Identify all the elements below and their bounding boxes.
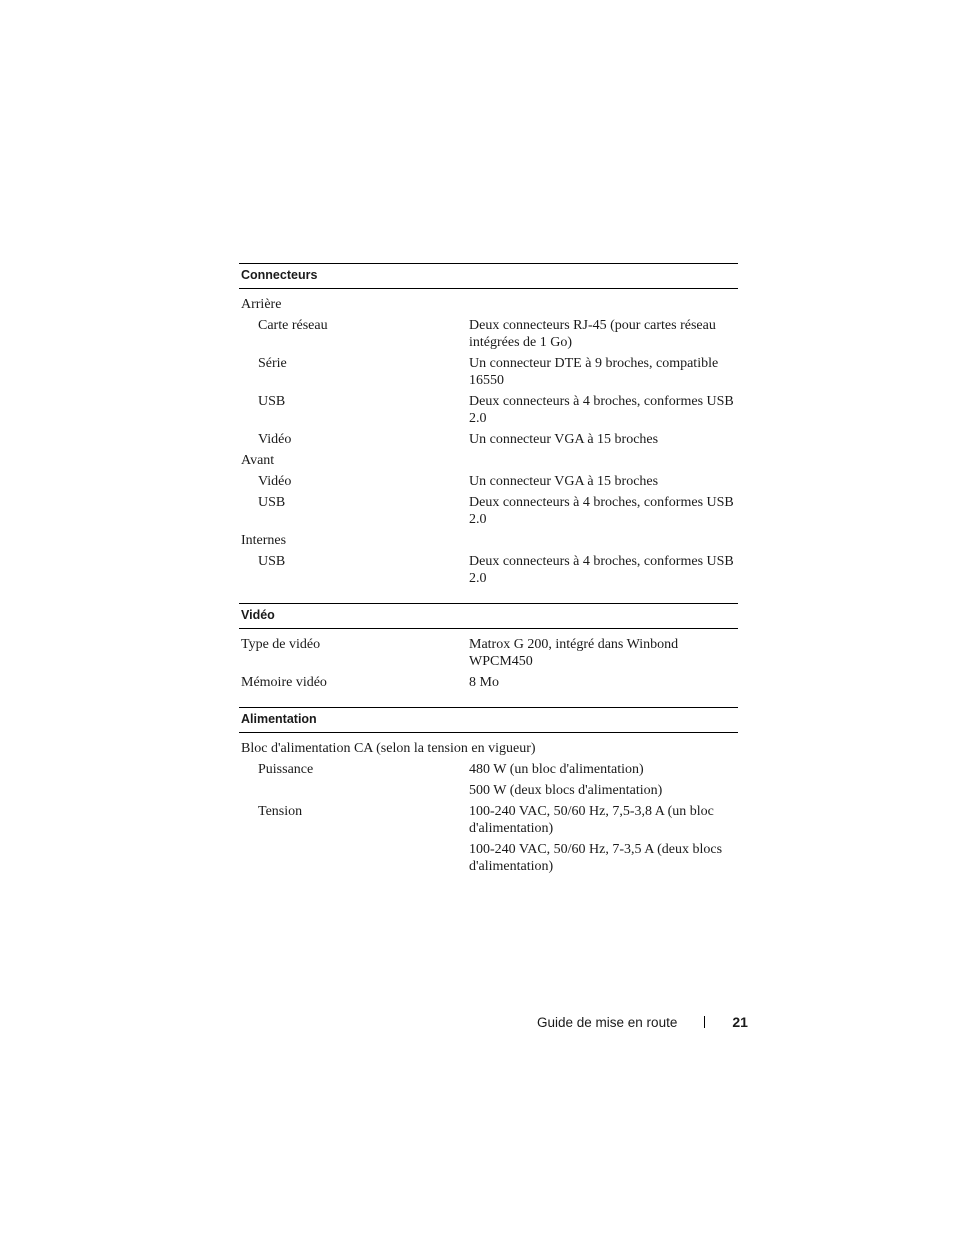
group-label-arriere: Arrière	[241, 297, 282, 312]
spec-label: Vidéo	[258, 474, 292, 489]
section-heading-video: Vidéo	[239, 603, 738, 629]
spec-value: Un connecteur VGA à 15 broches	[469, 474, 659, 489]
group-label-internes: Internes	[241, 533, 287, 548]
spec-row	[239, 841, 738, 875]
group-label-avant: Avant	[241, 453, 275, 468]
spec-value: Deux connecteurs à 4 broches, conformes USB 2.0	[469, 495, 734, 527]
section-connecteurs	[239, 289, 738, 603]
spec-row	[239, 393, 738, 427]
spec-row	[239, 553, 738, 587]
footer-separator	[704, 1016, 705, 1028]
spec-row	[239, 494, 738, 528]
spec-row	[239, 674, 738, 691]
spec-label: Type de vidéo	[241, 637, 321, 652]
spec-row	[239, 782, 738, 799]
spec-row	[239, 355, 738, 389]
spec-value: Deux connecteurs à 4 broches, conformes USB 2.0	[469, 394, 734, 426]
spec-label: USB	[258, 394, 286, 409]
section-alimentation	[239, 733, 738, 891]
spec-value: Un connecteur VGA à 15 broches	[469, 432, 659, 447]
group-label-bloc: Bloc d'alimentation CA (selon la tension en vigueur)	[241, 741, 536, 756]
spec-document	[239, 263, 738, 891]
spec-row	[239, 803, 738, 837]
spec-value: 500 W (deux blocs d'alimentation)	[469, 783, 663, 798]
section-heading-alimentation: Alimentation	[239, 707, 738, 733]
page-number: 21	[732, 1014, 748, 1030]
page-footer	[537, 1014, 748, 1030]
spec-label: USB	[258, 554, 286, 569]
spec-row	[239, 761, 738, 778]
spec-label: Vidéo	[258, 432, 292, 447]
spec-label-empty	[239, 841, 469, 875]
spec-value: 480 W (un bloc d'alimentation)	[469, 762, 644, 777]
section-video	[239, 629, 738, 707]
spec-value: Matrox G 200, intégré dans Winbond WPCM450	[469, 637, 679, 669]
section-heading-connecteurs: Connecteurs	[239, 263, 738, 289]
spec-label: Mémoire vidéo	[241, 675, 327, 690]
spec-label: Carte réseau	[258, 318, 328, 333]
spec-value: Deux connecteurs à 4 broches, conformes USB 2.0	[469, 554, 734, 586]
spec-row	[239, 431, 738, 448]
spec-label-empty	[239, 782, 469, 799]
spec-label: Série	[258, 356, 287, 371]
spec-label: Tension	[258, 804, 303, 819]
spec-label: USB	[258, 495, 286, 510]
spec-value: 100-240 VAC, 50/60 Hz, 7-3,5 A (deux blocs d'alimentation)	[469, 842, 723, 874]
spec-row	[239, 317, 738, 351]
spec-value: 8 Mo	[469, 675, 499, 690]
spec-row	[239, 473, 738, 490]
spec-value: 100-240 VAC, 50/60 Hz, 7,5-3,8 A (un bloc d'alimentation)	[469, 804, 714, 836]
spec-value: Un connecteur DTE à 9 broches, compatible 16550	[469, 356, 719, 388]
spec-value: Deux connecteurs RJ-45 (pour cartes réseau intégrées de 1 Go)	[469, 318, 716, 350]
footer-title: Guide de mise en route	[537, 1014, 678, 1030]
spec-label: Puissance	[258, 762, 314, 777]
spec-row	[239, 636, 738, 670]
